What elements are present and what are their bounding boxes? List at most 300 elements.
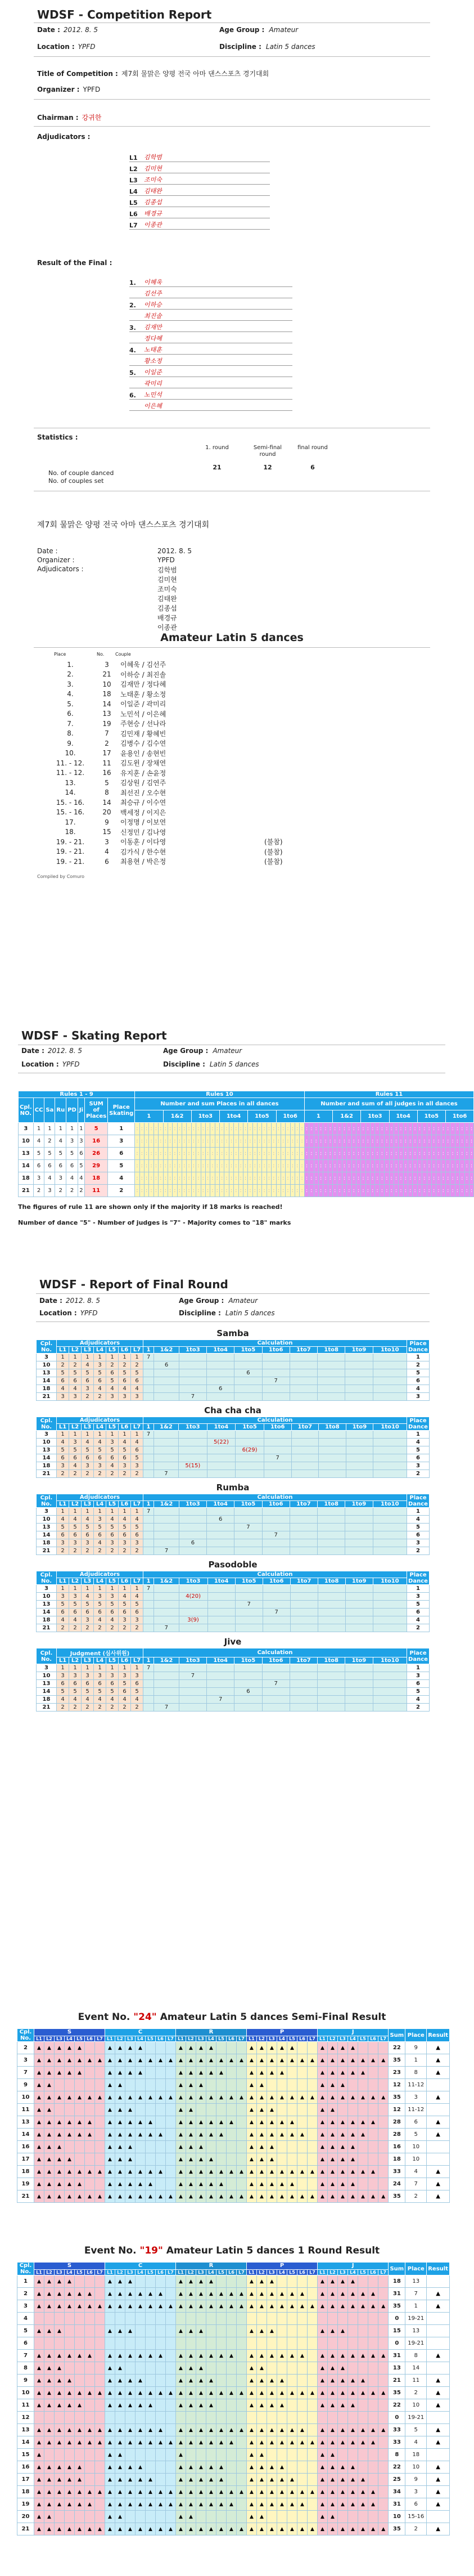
mark-icon: ▲ bbox=[250, 2477, 254, 2483]
mark-icon: ▲ bbox=[300, 2304, 304, 2309]
mark-icon: ▲ bbox=[108, 2366, 112, 2371]
mark-cell bbox=[378, 2449, 389, 2461]
calc-col: 1to4 bbox=[207, 1347, 234, 1354]
mark-cell bbox=[368, 2166, 378, 2178]
mark-cell bbox=[297, 2511, 308, 2523]
mark-cell bbox=[348, 2337, 358, 2350]
mark-cell bbox=[105, 2325, 115, 2337]
place-cell: 6 bbox=[405, 2116, 427, 2129]
mark-cell bbox=[328, 2387, 338, 2399]
mark-cell bbox=[297, 2190, 308, 2203]
mark-cell bbox=[257, 2474, 267, 2486]
mark-icon: ▲ bbox=[270, 2120, 274, 2125]
list-note: (불참) bbox=[264, 848, 283, 856]
mark-cell bbox=[55, 2461, 65, 2474]
judge-mark: 1 bbox=[57, 1431, 69, 1439]
calc-cell bbox=[318, 1531, 345, 1539]
mark-cell bbox=[105, 2436, 115, 2449]
mark-cell bbox=[277, 2337, 287, 2350]
rule10-header: Rules 10 bbox=[135, 1091, 305, 1098]
rule10-cell: : bbox=[262, 1172, 267, 1185]
calc-cell bbox=[207, 1593, 235, 1601]
calc-cell bbox=[207, 1454, 236, 1462]
mark-icon: ▲ bbox=[67, 2440, 71, 2445]
mark-cell bbox=[34, 2042, 44, 2054]
mark-cell bbox=[55, 2166, 65, 2178]
calc-cell bbox=[345, 1593, 373, 1601]
mark-cell bbox=[125, 2486, 136, 2498]
cpl-no: 10 bbox=[19, 1135, 34, 1148]
mark-icon: ▲ bbox=[250, 2378, 254, 2384]
mark-cell bbox=[216, 2067, 227, 2079]
mark-icon: ▲ bbox=[219, 2489, 223, 2495]
mark-cell bbox=[287, 2275, 297, 2288]
mark-icon: ▲ bbox=[199, 2502, 203, 2507]
judge-col: L2 bbox=[69, 1501, 82, 1508]
mark-icon: ▲ bbox=[118, 2328, 122, 2334]
mark-icon: ▲ bbox=[361, 2070, 365, 2076]
judge-mark: 1 bbox=[131, 1664, 143, 1672]
mark-icon: ▲ bbox=[37, 2070, 41, 2076]
sk-discipline-value: Latin 5 dances bbox=[209, 1060, 259, 1068]
rule10-cell: : bbox=[286, 1172, 290, 1185]
rule10-cell: : bbox=[215, 1123, 219, 1135]
mark-cell bbox=[308, 2498, 318, 2511]
list-couple: 최선진 / 오수현 bbox=[120, 789, 166, 797]
mark-cell bbox=[196, 2412, 206, 2424]
cpl-no: 19 bbox=[17, 2178, 34, 2190]
calc-cell bbox=[318, 1585, 345, 1593]
calc-cell: 7 bbox=[264, 1454, 291, 1462]
mark-icon: ▲ bbox=[138, 2378, 142, 2384]
mark-cell bbox=[237, 2275, 247, 2288]
mark-cell bbox=[206, 2424, 216, 2436]
mark-cell bbox=[308, 2178, 318, 2190]
mark-cell bbox=[125, 2399, 136, 2412]
list-row bbox=[45, 768, 382, 778]
mark-cell bbox=[75, 2300, 85, 2313]
rule10-place-col: 1 bbox=[135, 1110, 163, 1123]
mark-cell bbox=[105, 2129, 115, 2141]
stats-value: 21 bbox=[213, 464, 222, 471]
mark-cell bbox=[247, 2166, 257, 2178]
mark-icon: ▲ bbox=[108, 2194, 112, 2199]
mark-icon: ▲ bbox=[290, 2477, 294, 2483]
mark-icon: ▲ bbox=[67, 2353, 71, 2359]
mark-icon: ▲ bbox=[250, 2107, 254, 2113]
result-cell: ▲ bbox=[427, 2042, 450, 2054]
mark-icon: ▲ bbox=[37, 2427, 41, 2433]
mark-cell bbox=[196, 2190, 206, 2203]
calc-cell bbox=[207, 1446, 236, 1454]
final-line bbox=[129, 276, 292, 287]
mark-cell bbox=[156, 2399, 166, 2412]
calc-cell: 7 bbox=[207, 1696, 234, 1704]
mark-icon: ▲ bbox=[361, 2440, 365, 2445]
dance-place: 5 bbox=[44, 1148, 55, 1160]
list-row bbox=[45, 808, 382, 818]
mark-cell bbox=[378, 2362, 389, 2375]
rule11-cell: : bbox=[342, 1185, 346, 1197]
mark-cell bbox=[95, 2449, 105, 2461]
mark-cell bbox=[105, 2288, 115, 2300]
mark-icon: ▲ bbox=[351, 2132, 355, 2138]
final-rank: 1. bbox=[129, 279, 136, 286]
header-row bbox=[37, 1571, 430, 1578]
dance-header: J bbox=[318, 2263, 389, 2270]
judge-mark: 4 bbox=[106, 1385, 119, 1393]
mark-cell bbox=[206, 2350, 216, 2362]
mark-icon: ▲ bbox=[179, 2526, 183, 2532]
mark-cell bbox=[166, 2178, 176, 2190]
mark-icon: ▲ bbox=[280, 2477, 284, 2483]
mark-icon: ▲ bbox=[148, 2169, 152, 2175]
list-note: (불참) bbox=[264, 858, 283, 866]
mark-cell bbox=[328, 2104, 338, 2116]
mark-icon: ▲ bbox=[290, 2120, 294, 2125]
mark-cell bbox=[44, 2190, 55, 2203]
rule11-cell: : bbox=[427, 1160, 431, 1172]
list-row bbox=[45, 778, 382, 788]
mark-icon: ▲ bbox=[209, 2465, 213, 2470]
mark-cell bbox=[156, 2190, 166, 2203]
stats-col-header: 1. round bbox=[205, 445, 229, 451]
calc-cell bbox=[179, 1547, 206, 1555]
mark-icon: ▲ bbox=[260, 2366, 264, 2371]
mark-icon: ▲ bbox=[240, 2058, 243, 2063]
mark-cell bbox=[105, 2079, 115, 2091]
rule11-cell: : bbox=[427, 1172, 431, 1185]
mark-cell bbox=[125, 2067, 136, 2079]
list-couple: 이혜욱 / 김선주 bbox=[120, 661, 166, 669]
judge-mark: 2 bbox=[69, 1470, 82, 1478]
rule11-cell: : bbox=[455, 1160, 459, 1172]
mark-cell bbox=[196, 2436, 206, 2449]
fr-date-label: Date : bbox=[39, 1297, 62, 1305]
mark-cell bbox=[368, 2153, 378, 2166]
mark-cell bbox=[95, 2486, 105, 2498]
mark-cell bbox=[216, 2523, 227, 2535]
mark-cell bbox=[257, 2313, 267, 2325]
mark-icon: ▲ bbox=[189, 2378, 193, 2384]
mark-cell bbox=[196, 2091, 206, 2104]
rule11-cell: : bbox=[323, 1148, 328, 1160]
judge-mark: 6 bbox=[57, 1609, 69, 1616]
mark-cell bbox=[237, 2067, 247, 2079]
judge-mark: 3 bbox=[57, 1593, 69, 1601]
judge-mark: 2 bbox=[106, 1361, 119, 1369]
mark-icon: ▲ bbox=[270, 2132, 274, 2138]
mark-cell bbox=[146, 2325, 156, 2337]
calc-cell bbox=[143, 1616, 154, 1624]
mark-cell bbox=[136, 2375, 146, 2387]
rule10-cell: : bbox=[187, 1123, 191, 1135]
judge-mark: 4 bbox=[69, 1462, 82, 1470]
mark-cell bbox=[105, 2375, 115, 2387]
mark-cell bbox=[176, 2498, 186, 2511]
mark-icon: ▲ bbox=[310, 2058, 314, 2063]
mark-cell bbox=[318, 2474, 328, 2486]
mark-cell bbox=[368, 2486, 378, 2498]
place-dance: 6 bbox=[407, 1531, 430, 1539]
mark-cell bbox=[297, 2300, 308, 2313]
mark-cell bbox=[85, 2523, 95, 2535]
mark-cell bbox=[75, 2387, 85, 2399]
sum-places: 26 bbox=[85, 1148, 108, 1160]
calc-col: 1to6 bbox=[262, 1347, 290, 1354]
mark-cell bbox=[247, 2104, 257, 2116]
mark-cell bbox=[267, 2337, 277, 2350]
rule10-cell: : bbox=[215, 1172, 219, 1185]
mark-icon: ▲ bbox=[331, 2328, 335, 2334]
cpl-no: 21 bbox=[37, 1393, 57, 1401]
calc-col: 1to10 bbox=[373, 1578, 407, 1585]
calc-cell bbox=[345, 1539, 373, 1547]
place-cell: 5 bbox=[405, 2424, 427, 2436]
grid-row bbox=[17, 2424, 450, 2436]
mark-cell bbox=[247, 2474, 257, 2486]
mark-cell bbox=[136, 2104, 146, 2116]
mark-cell bbox=[176, 2436, 186, 2449]
mark-icon: ▲ bbox=[310, 2440, 314, 2445]
mark-cell bbox=[115, 2275, 125, 2288]
rule11-cell: : bbox=[431, 1123, 436, 1135]
mark-icon: ▲ bbox=[250, 2502, 254, 2507]
judge-mark: 4 bbox=[106, 1696, 119, 1704]
mark-icon: ▲ bbox=[138, 2440, 142, 2445]
rule10-cell: : bbox=[196, 1135, 201, 1148]
list-place: 9. bbox=[67, 739, 74, 747]
mark-icon: ▲ bbox=[280, 2070, 284, 2076]
adjudicator-row bbox=[129, 196, 270, 207]
mark-cell bbox=[166, 2424, 176, 2436]
calc-cell bbox=[143, 1470, 154, 1478]
mark-cell bbox=[277, 2116, 287, 2129]
judge-col: L7 bbox=[131, 1657, 143, 1664]
rule11-cell: : bbox=[464, 1160, 469, 1172]
rule10-place-col: 1to6 bbox=[276, 1110, 304, 1123]
mark-cell bbox=[216, 2190, 227, 2203]
list-row bbox=[45, 827, 382, 837]
mark-cell bbox=[206, 2436, 216, 2449]
final-line bbox=[129, 400, 292, 411]
mark-icon: ▲ bbox=[320, 2279, 324, 2284]
mark-cell bbox=[277, 2091, 287, 2104]
mark-icon: ▲ bbox=[57, 2144, 61, 2150]
sum-cell: 18 bbox=[389, 2275, 405, 2288]
mark-icon: ▲ bbox=[250, 2157, 254, 2162]
mark-cell bbox=[55, 2190, 65, 2203]
dance-row bbox=[37, 1539, 430, 1547]
calc-cell: 7 bbox=[262, 1377, 290, 1385]
mark-cell bbox=[186, 2399, 196, 2412]
mark-cell bbox=[55, 2486, 65, 2498]
calc-cell bbox=[290, 1393, 317, 1401]
judge-col: L6 bbox=[119, 1657, 131, 1664]
rule11-cell: : bbox=[460, 1160, 464, 1172]
mark-cell bbox=[237, 2129, 247, 2141]
mark-cell bbox=[95, 2153, 105, 2166]
mark-cell bbox=[318, 2412, 328, 2424]
sum-cell: 22 bbox=[389, 2399, 405, 2412]
cpl-no: 14 bbox=[37, 1377, 57, 1385]
mark-cell bbox=[257, 2104, 267, 2116]
mark-cell bbox=[166, 2300, 176, 2313]
mark-icon: ▲ bbox=[280, 2353, 284, 2359]
calc-cell bbox=[318, 1547, 345, 1555]
chairman-label: Chairman : bbox=[37, 114, 79, 122]
mark-cell bbox=[297, 2461, 308, 2474]
mark-cell bbox=[85, 2461, 95, 2474]
judge-mark: 2 bbox=[131, 1470, 143, 1478]
mark-cell bbox=[136, 2523, 146, 2535]
mark-cell bbox=[328, 2091, 338, 2104]
rule10-cell: : bbox=[201, 1172, 205, 1185]
mark-cell bbox=[196, 2116, 206, 2129]
mark-cell bbox=[34, 2300, 44, 2313]
rule10-cell: : bbox=[243, 1185, 247, 1197]
mark-cell bbox=[368, 2449, 378, 2461]
mark-cell bbox=[318, 2387, 328, 2399]
semi-grid bbox=[17, 2028, 450, 2203]
calc-col: 1to3 bbox=[179, 1578, 207, 1585]
judge-mark: 6 bbox=[106, 1454, 119, 1462]
judge-mark: 3 bbox=[94, 1593, 106, 1601]
dance-place: 1 bbox=[78, 1123, 84, 1135]
mark-cell bbox=[277, 2288, 287, 2300]
calc-cell bbox=[290, 1361, 317, 1369]
mark-cell bbox=[34, 2141, 44, 2153]
mark-cell bbox=[186, 2190, 196, 2203]
mark-cell bbox=[247, 2436, 257, 2449]
mark-cell bbox=[65, 2153, 75, 2166]
judge-col: L4 bbox=[136, 2269, 146, 2275]
mark-cell bbox=[247, 2387, 257, 2399]
rule10-cell: : bbox=[163, 1160, 168, 1172]
calc-cell bbox=[154, 1369, 179, 1377]
mark-icon: ▲ bbox=[159, 2440, 162, 2445]
mark-icon: ▲ bbox=[128, 2502, 132, 2507]
mark-cell bbox=[348, 2166, 358, 2178]
rule10-cell: : bbox=[173, 1160, 177, 1172]
mark-icon: ▲ bbox=[331, 2120, 335, 2125]
mark-cell bbox=[44, 2436, 55, 2449]
rule10-cell: : bbox=[234, 1135, 238, 1148]
mark-icon: ▲ bbox=[37, 2304, 41, 2309]
mark-cell bbox=[186, 2325, 196, 2337]
mark-cell bbox=[65, 2461, 75, 2474]
mark-icon: ▲ bbox=[209, 2058, 213, 2063]
mark-icon: ▲ bbox=[108, 2120, 112, 2125]
toc-value: 제7회 물맑은 양평 전국 아마 댄스스포츠 경기대회 bbox=[121, 70, 269, 78]
mark-cell bbox=[176, 2104, 186, 2116]
mark-cell bbox=[166, 2153, 176, 2166]
rule11-cell: : bbox=[318, 1160, 323, 1172]
mark-cell bbox=[55, 2498, 65, 2511]
mark-icon: ▲ bbox=[148, 2440, 152, 2445]
mark-cell bbox=[308, 2091, 318, 2104]
mark-cell bbox=[55, 2350, 65, 2362]
mark-cell bbox=[75, 2104, 85, 2116]
rule10-cell: : bbox=[163, 1148, 168, 1160]
mark-icon: ▲ bbox=[300, 2502, 304, 2507]
judge-mark: 6 bbox=[106, 1680, 119, 1688]
rule10-cell: : bbox=[290, 1160, 295, 1172]
mark-icon: ▲ bbox=[37, 2279, 41, 2284]
mark-icon: ▲ bbox=[199, 2526, 203, 2532]
adjudicator-code: L6 bbox=[129, 210, 138, 218]
calc-cell bbox=[207, 1616, 235, 1624]
mark-cell bbox=[338, 2178, 348, 2190]
mark-cell bbox=[156, 2337, 166, 2350]
cpl-no: 11 bbox=[17, 2104, 34, 2116]
mark-cell bbox=[348, 2054, 358, 2067]
mark-cell bbox=[328, 2275, 338, 2288]
mark-cell bbox=[115, 2362, 125, 2375]
mark-icon: ▲ bbox=[37, 2390, 41, 2396]
mark-cell bbox=[267, 2178, 277, 2190]
mark-icon: ▲ bbox=[47, 2279, 51, 2284]
mark-icon: ▲ bbox=[219, 2169, 223, 2175]
mark-cell bbox=[85, 2141, 95, 2153]
rule11-cell: : bbox=[342, 1172, 346, 1185]
calc-cell bbox=[346, 1446, 373, 1454]
calc-cell bbox=[345, 1609, 373, 1616]
rule11-cell: : bbox=[309, 1172, 314, 1185]
mark-icon: ▲ bbox=[280, 2378, 284, 2384]
judge-col: L1 bbox=[57, 1424, 69, 1431]
calc-cell bbox=[234, 1664, 262, 1672]
calc-cell bbox=[143, 1593, 154, 1601]
rule10-cell: : bbox=[224, 1172, 229, 1185]
calc-cell bbox=[318, 1624, 345, 1632]
grid-row bbox=[17, 2104, 450, 2116]
judge-mark: 6 bbox=[94, 1531, 106, 1539]
skating-row bbox=[19, 1135, 474, 1148]
mark-icon: ▲ bbox=[57, 2353, 61, 2359]
rule11-cell: : bbox=[365, 1148, 370, 1160]
mark-icon: ▲ bbox=[128, 2526, 132, 2532]
list-place: 15. - 16. bbox=[56, 808, 85, 817]
calc-cell bbox=[346, 1431, 373, 1439]
calc-cell bbox=[345, 1524, 373, 1531]
calc-col: 1&2 bbox=[154, 1501, 179, 1508]
judge-mark: 6 bbox=[57, 1377, 69, 1385]
list-couple: 이하승 / 최진솔 bbox=[120, 670, 166, 679]
mark-icon: ▲ bbox=[219, 2181, 223, 2187]
judge-mark: 6 bbox=[131, 1531, 143, 1539]
calc-cell bbox=[290, 1377, 317, 1385]
judge-mark: 3 bbox=[106, 1393, 119, 1401]
mark-cell bbox=[378, 2387, 389, 2399]
calc-cell bbox=[207, 1524, 234, 1531]
rule10-cell: : bbox=[163, 1172, 168, 1185]
mark-cell bbox=[196, 2067, 206, 2079]
mark-cell bbox=[55, 2042, 65, 2054]
result-cell: ▲ bbox=[427, 2190, 450, 2203]
mark-cell bbox=[328, 2498, 338, 2511]
stats-row-label: No. of couples set bbox=[48, 477, 104, 485]
mark-cell bbox=[216, 2129, 227, 2141]
judge-mark: 3 bbox=[119, 1539, 131, 1547]
calc-cell bbox=[373, 1680, 407, 1688]
mark-icon: ▲ bbox=[260, 2194, 264, 2199]
skating-note-1: The figures of rule 11 are shown only if the majority if 18 marks is reached! bbox=[18, 1203, 283, 1211]
mark-cell bbox=[378, 2424, 389, 2436]
adjudicators-header: Adjudicators bbox=[57, 1417, 143, 1424]
mark-cell bbox=[318, 2350, 328, 2362]
cpl-no: 13 bbox=[19, 1148, 34, 1160]
